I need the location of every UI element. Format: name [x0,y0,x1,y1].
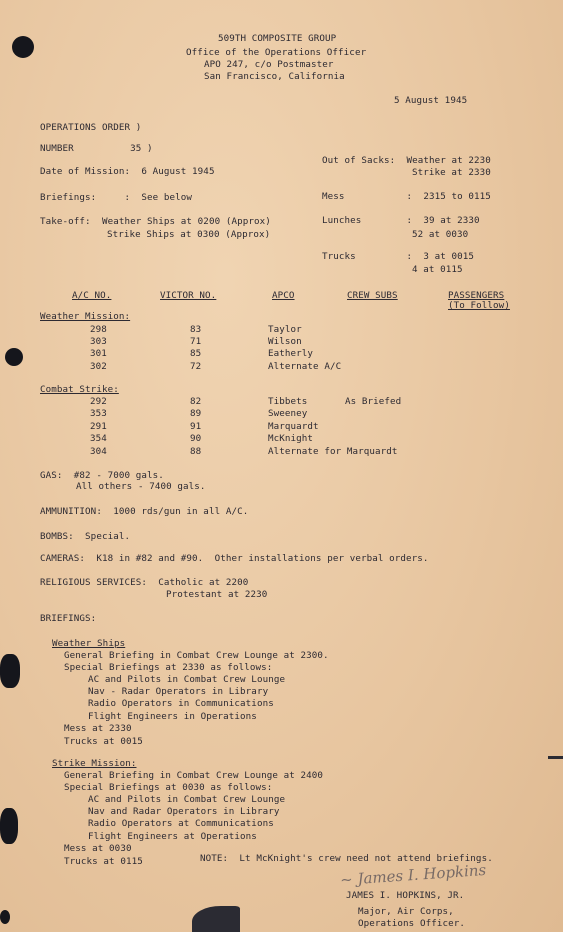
unit-name: 509TH COMPOSITE GROUP [218,33,337,44]
table-row: Tibbets [268,396,308,407]
bombs-line: BOMBS: Special. [40,531,131,542]
table-row: Alternate for Marquardt [268,446,398,457]
strike-mission-heading: Strike Mission: [52,758,137,769]
signer-title: Operations Officer. [358,918,465,929]
punch-hole-top [12,36,34,58]
table-row: 302 [90,361,107,372]
briefing-line: Radio Operators at Communications [88,818,274,829]
signer-name: JAMES I. HOPKINS, JR. [346,890,465,901]
office-name: Office of the Operations Officer [186,47,367,58]
out-of-sacks-weather: Out of Sacks: Weather at 2230 [322,155,491,166]
briefing-line: Nav and Radar Operators in Library [88,806,280,817]
table-row: 353 [90,408,107,419]
punch-hole-bottom-left [0,910,10,924]
briefing-line: Mess at 0030 [64,843,132,854]
table-row: 291 [90,421,107,432]
weather-ships-heading: Weather Ships [52,638,126,649]
briefing-line: Radio Operators in Communications [88,698,274,709]
table-row: 303 [90,336,107,347]
briefing-line: General Briefing in Combat Crew Lounge at 2300. [64,650,329,661]
table-row: Eatherly [268,348,314,359]
document-date: 5 August 1945 [394,95,468,106]
table-row: 83 [190,324,202,335]
table-row: 90 [190,433,202,444]
signer-rank: Major, Air Corps, [358,906,454,917]
punch-hole-left-upper [0,654,20,688]
mission-date: Date of Mission: 6 August 1945 [40,166,215,177]
city-address: San Francisco, California [204,71,345,82]
handwritten-signature: ~ James I. Hopkins [339,860,487,890]
note-line: NOTE: Lt McKnight's crew need not attend briefings. [200,853,493,864]
table-row: 82 [190,396,202,407]
briefing-line: Trucks at 0115 [64,856,143,867]
binder-tab-mark [192,906,240,932]
mess-line: Mess : 2315 to 0115 [322,191,491,202]
table-row: Marquardt [268,421,319,432]
table-row: Wilson [268,336,302,347]
trucks-line-2: 4 at 0115 [412,264,463,275]
religious-services-line-2: Protestant at 2230 [166,589,268,600]
briefings-line: Briefings: : See below [40,192,193,203]
cameras-line: CAMERAS: K18 in #82 and #90. Other installations per verbal orders. [40,553,429,564]
punch-hole-middle [5,348,23,366]
table-row: 91 [190,421,202,432]
table-row: 304 [90,446,107,457]
takeoff-weather: Take-off: Weather Ships at 0200 (Approx) [40,216,271,227]
table-row: 298 [90,324,107,335]
col-header-crew-subs: CREW SUBS [347,290,398,301]
briefing-line: General Briefing in Combat Crew Lounge at 2400 [64,770,324,781]
lunches-line-2: 52 at 0030 [412,229,469,240]
table-row: 72 [190,361,202,372]
briefing-line: AC and Pilots in Combat Crew Lounge [88,794,286,805]
table-row: Alternate A/C [268,361,342,372]
table-row: McKnight [268,433,314,444]
order-title: OPERATIONS ORDER ) [40,122,142,133]
briefing-line: Special Briefings at 0030 as follows: [64,782,273,793]
briefing-line: Nav - Radar Operators in Library [88,686,269,697]
col-header-passengers-note: (To Follow) [448,300,510,311]
table-row: 88 [190,446,202,457]
table-row: 89 [190,408,202,419]
col-header-ac: A/C NO. [72,290,112,301]
table-row: As Briefed [345,396,402,407]
gas-line-1: GAS: #82 - 7000 gals. [40,470,164,481]
out-of-sacks-strike: Strike at 2330 [412,167,491,178]
table-row: 85 [190,348,202,359]
lunches-line-1: Lunches : 39 at 2330 [322,215,480,226]
edge-mark-right [548,756,563,759]
order-number: NUMBER 35 ) [40,143,153,154]
apo-address: APO 247, c/o Postmaster [204,59,334,70]
briefing-line: Flight Engineers at Operations [88,831,257,842]
briefing-line: Trucks at 0015 [64,736,143,747]
ammunition-line: AMMUNITION: 1000 rds/gun in all A/C. [40,506,249,517]
table-row: Taylor [268,324,302,335]
combat-strike-heading: Combat Strike: [40,384,119,395]
col-header-apco: APCO [272,290,295,301]
trucks-line-1: Trucks : 3 at 0015 [322,251,475,262]
briefing-line: AC and Pilots in Combat Crew Lounge [88,674,286,685]
briefings-heading: BRIEFINGS: [40,613,97,624]
col-header-passengers: PASSENGERS [448,290,505,301]
briefing-line: Mess at 2330 [64,723,132,734]
takeoff-strike: Strike Ships at 0300 (Approx) [107,229,271,240]
table-row: 301 [90,348,107,359]
briefing-line: Flight Engineers in Operations [88,711,257,722]
gas-line-2: All others - 7400 gals. [76,481,206,492]
religious-services-line-1: RELIGIOUS SERVICES: Catholic at 2200 [40,577,249,588]
table-row: 354 [90,433,107,444]
punch-hole-left-lower [0,808,18,844]
table-row: 292 [90,396,107,407]
weather-mission-heading: Weather Mission: [40,311,131,322]
briefing-line: Special Briefings at 2330 as follows: [64,662,273,673]
table-row: Sweeney [268,408,308,419]
col-header-victor: VICTOR NO. [160,290,217,301]
table-row: 71 [190,336,202,347]
